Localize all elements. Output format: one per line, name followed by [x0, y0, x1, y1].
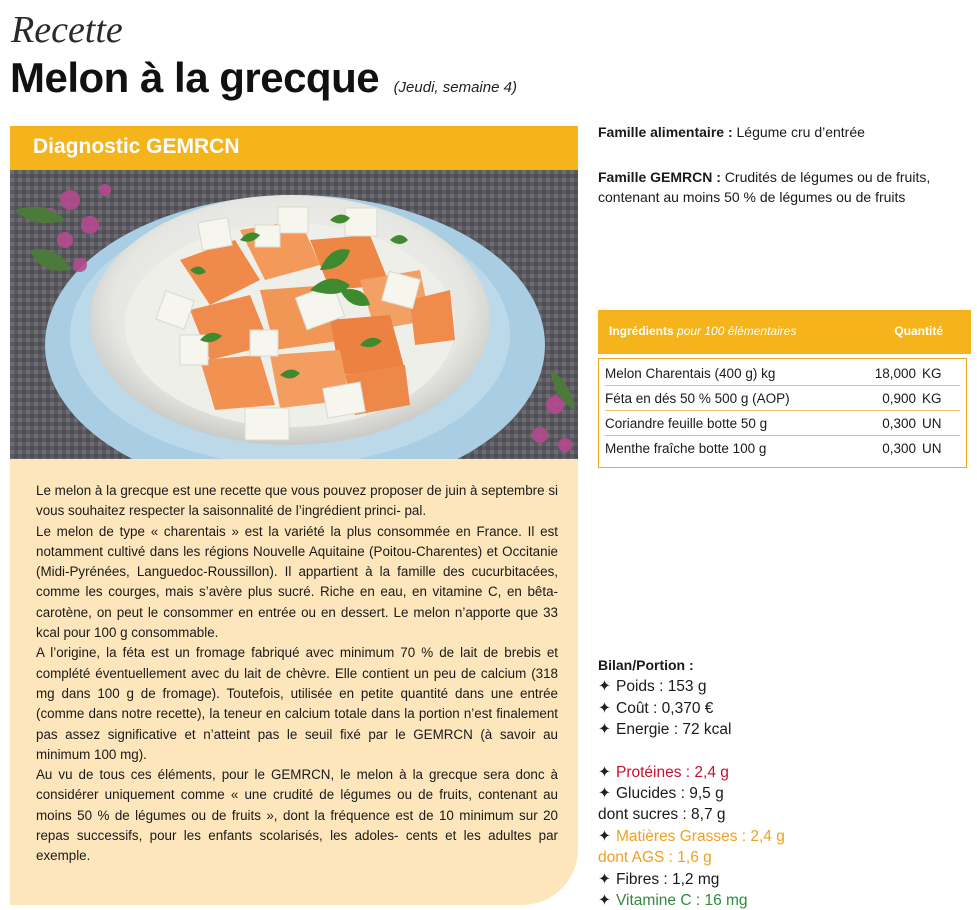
ingredient-row — [605, 411, 960, 436]
ingredient-qty: 18,000 — [874, 366, 916, 381]
recipe-photo — [10, 170, 578, 459]
star-icon: ✦ — [598, 785, 611, 803]
body-paragraph: Le melon à la grecque est une recette que vous pouvez proposer de juin à septembre si vous souhaitez respecter la saisonnalité de l’ingrédient princi- pal. — [36, 483, 558, 519]
ingredient-qty: 0,300 — [882, 416, 916, 431]
diagnostic-body — [36, 481, 558, 867]
star-icon: ✦ — [598, 870, 611, 888]
star-icon: ✦ — [598, 827, 611, 845]
famille-alimentaire-value: Légume cru d’entrée — [736, 124, 865, 140]
ingredient-name: Coriandre feuille botte 50 g — [605, 416, 768, 431]
diagnostic-header — [10, 126, 578, 170]
page-subtitle: (Jeudi, semaine 4) — [393, 79, 517, 96]
famille-alimentaire-label: Famille alimentaire : — [598, 124, 733, 140]
star-icon: ✦ — [598, 721, 611, 739]
ingredient-name: Féta en dés 50 % 500 g (AOP) — [605, 391, 790, 406]
ingredients-table — [598, 358, 967, 468]
famille-alimentaire — [598, 122, 973, 142]
famille-gemrcn-label: Famille GEMRCN : — [598, 169, 721, 185]
ingredient-unit: KG — [922, 366, 942, 381]
title-row — [10, 54, 517, 102]
body-paragraph: Le melon de type « charentais » est la variété la plus consommée en France. Il est notamment cultivé dans les régions Nouvelle Aquitaine (Poitou-Charentes) et Occitanie (Midi-Pyrénées, Languedoc-Roussillon). Il appartient à la famille des cucurbitacées, comme les courges, mais s’avère plus sucré. Riche en eau, en vitamine C, en bêta-carotène, on peut le consommer en entrée ou en dessert. Le melon n’apporte que 33 kcal pour 100 g consommable. — [36, 523, 558, 641]
famille-gemrcn — [598, 167, 973, 207]
body-paragraph: A l’origine, la féta est un fromage fabriqué avec minimum 70 % de lait de brebis et complété éventuellement avec du lait de chèvre. Elle contient un peu de calcium (318 mg dans 100 g de fromage). Toutefois, utilisée en petite quantité dans une entrée (comme dans notre recette), la teneur en calcium totale dans la portion n’est finalement pas assez significative et n’atteint pas le seuil fixé par le GEMRCN (à savoir au minimum 100 mg). — [36, 645, 558, 762]
bilan-vitamine-c: ✦ Vitamine C : 16 mg — [598, 890, 785, 910]
ingredient-unit: UN — [922, 416, 942, 431]
bilan-proteines: ✦ Protéines : 2,4 g — [598, 762, 785, 783]
ingredient-row — [605, 386, 960, 411]
bilan-cout: ✦ Coût : 0,370 € — [598, 698, 785, 719]
bilan-energie: ✦ Energie : 72 kcal — [598, 719, 785, 740]
star-icon: ✦ — [598, 763, 611, 781]
ingredient-name: Melon Charentais (400 g) kg — [605, 366, 776, 381]
bilan-title: Bilan/Portion : — [598, 657, 694, 673]
recipe-photo-illustration — [10, 170, 578, 459]
diagnostic-panel — [10, 459, 578, 905]
bilan-spacer — [598, 741, 785, 762]
ingredient-qty: 0,300 — [882, 441, 916, 456]
ingredient-qty: 0,900 — [882, 391, 916, 406]
bilan-glucides: ✦ Glucides : 9,5 g — [598, 783, 785, 804]
recipe-label: Recette — [11, 9, 123, 51]
ingredients-header-label: Ingrédients pour 100 élémentaires — [609, 324, 797, 338]
bilan-fibres: ✦ Fibres : 1,2 mg — [598, 869, 785, 890]
ingredient-row — [605, 361, 960, 386]
diagnostic-title: Diagnostic GEMRCN — [33, 135, 240, 158]
ingredient-unit: KG — [922, 391, 942, 406]
bilan-portion — [598, 655, 785, 910]
star-icon: ✦ — [598, 892, 611, 910]
ingredient-row — [605, 436, 960, 461]
star-icon: ✦ — [598, 678, 611, 696]
bilan-sucres: dont sucres : 8,7 g — [598, 806, 726, 824]
ingredient-name: Menthe fraîche botte 100 g — [605, 441, 767, 456]
star-icon: ✦ — [598, 699, 611, 717]
page-title: Melon à la grecque — [10, 54, 380, 101]
bilan-matieres-grasses: ✦ Matières Grasses : 2,4 g — [598, 826, 785, 847]
quantity-header-label: Quantité — [894, 324, 943, 338]
bilan-poids: ✦ Poids : 153 g — [598, 676, 785, 697]
ingredients-header — [598, 310, 971, 354]
ingredient-unit: UN — [922, 441, 942, 456]
bilan-ags: dont AGS : 1,6 g — [598, 849, 712, 867]
famille-gemrcn-value: Crudités de légumes ou de fruits, contenant au moins 50 % de légumes ou de fruits — [598, 169, 931, 205]
body-paragraph: Au vu de tous ces éléments, pour le GEMRCN, le melon à la grecque sera donc à considérer uniquement comme « une crudité de légumes ou de fruits, contenant au moins 50 % de légumes ou de fruits », dont la fréquence est de 10 minimum sur 20 repas successifs, pour les enfants scolarisés, les adoles- cents et les adultes par exemple. — [36, 767, 558, 864]
